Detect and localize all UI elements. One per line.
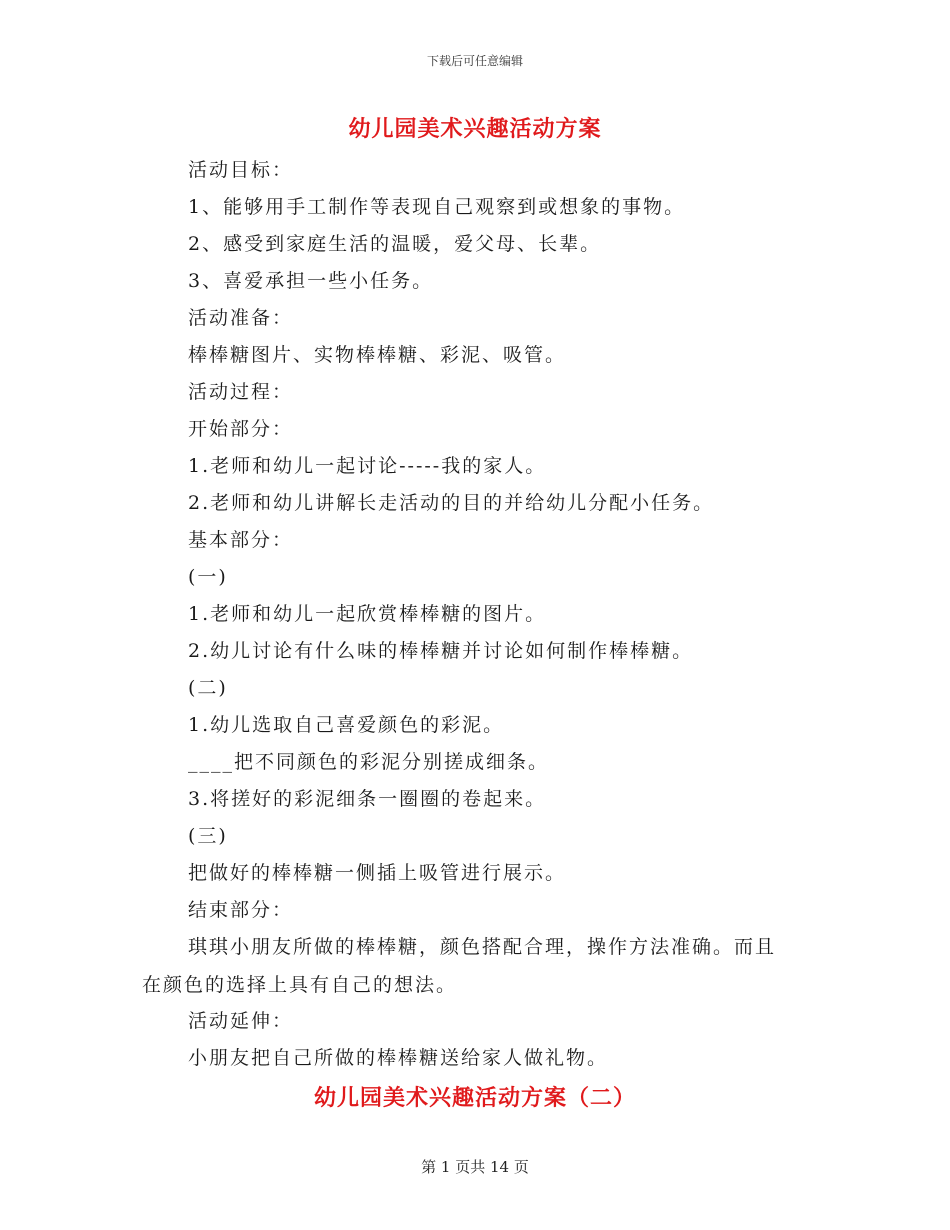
paragraph: 棒棒糖图片、实物棒棒糖、彩泥、吸管。: [188, 344, 567, 366]
paragraph: 3、喜爱承担一些小任务。: [188, 270, 434, 292]
wrapped-paragraph: [142, 928, 818, 1004]
paragraph: 把做好的棒棒糖一侧插上吸管进行展示。: [188, 862, 567, 884]
paragraph: 1.老师和幼儿一起讨论-----我的家人。: [188, 455, 547, 477]
paragraph: 1、能够用手工制作等表现自己观察到或想象的事物。: [188, 196, 686, 218]
wrapped-paragraph-line-1: 琪琪小朋友所做的棒棒糖，颜色搭配合理，操作方法准确。而且: [188, 936, 777, 958]
paragraph: 活动延伸：: [188, 1010, 294, 1032]
paragraph: 1.老师和幼儿一起欣赏棒棒糖的图片。: [188, 603, 547, 625]
page-header: 下载后可任意编辑: [426, 54, 523, 68]
document-title: 幼儿园美术兴趣活动方案: [348, 116, 602, 142]
paragraph: 活动过程：: [188, 381, 294, 403]
paragraph: 2.老师和幼儿讲解长走活动的目的并给幼儿分配小任务。: [188, 492, 715, 514]
paragraph: (一): [188, 566, 228, 588]
paragraph: (三): [188, 825, 228, 847]
paragraph: 活动目标：: [188, 159, 294, 181]
paragraph: 小朋友把自己所做的棒棒糖送给家人做礼物。: [188, 1047, 609, 1069]
paragraph: 活动准备：: [188, 307, 294, 329]
paragraph: 1.幼儿选取自己喜爱颜色的彩泥。: [188, 714, 505, 736]
paragraph: 结束部分：: [188, 899, 294, 921]
paragraph: (二): [188, 677, 228, 699]
page-footer: 第 1 页共 14 页: [421, 1158, 529, 1176]
paragraph: 2.幼儿讨论有什么味的棒棒糖并讨论如何制作棒棒糖。: [188, 640, 694, 662]
paragraph: 2、感受到家庭生活的温暖，爱父母、长辈。: [188, 233, 602, 255]
second-section-title: 幼儿园美术兴趣活动方案（二）: [313, 1085, 636, 1111]
paragraph: 开始部分：: [188, 418, 294, 440]
paragraph: ____把不同颜色的彩泥分别搓成细条。: [188, 751, 550, 773]
paragraph: 基本部分：: [188, 529, 294, 551]
wrapped-paragraph-line-2: 在颜色的选择上具有自己的想法。: [142, 974, 458, 996]
paragraph: 3.将搓好的彩泥细条一圈圈的卷起来。: [188, 788, 547, 810]
